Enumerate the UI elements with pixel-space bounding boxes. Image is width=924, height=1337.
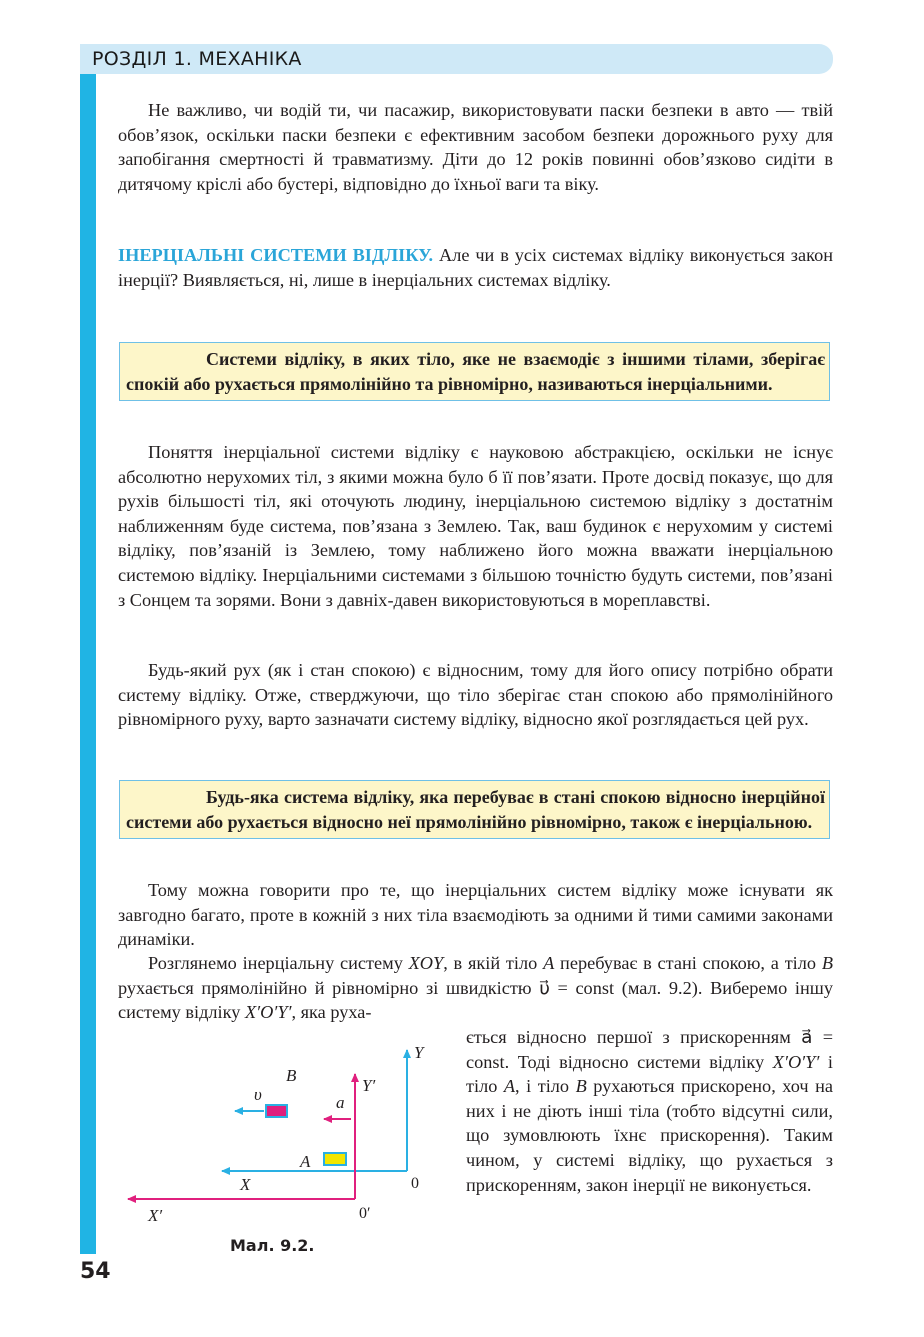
label-x: X — [240, 1175, 251, 1194]
figure-9-2 — [118, 1038, 448, 1238]
reference-frames-diagram — [118, 1038, 448, 1238]
definition-text-2: Будь-яка система відліку, яка перебуває в стані спокою відносно інерційної системи або рухається відносно неї прямолінійно рівномірно, також є інерціальною. — [126, 787, 825, 832]
text-run: рухаються прискорено, хоч на них і не діють інші тіла (тобто відсутні сили, що зумовлюють їхнє прискорення). Таким чином, у системі відліку, що рухається з прискоренням, закон інерції не виконується. — [466, 1076, 834, 1195]
paragraph-inertial-intro-text: Але чи в усіх системах відліку виконується закон інерції? Виявляється, ні, лише в інерціальних системах відліку. — [118, 245, 833, 290]
text-run: , яка руха- — [291, 1002, 372, 1023]
label-origin: 0 — [411, 1175, 419, 1192]
math-xoy: XOY — [408, 953, 444, 973]
text-run: ється відносно першої з прискоренням — [466, 1027, 802, 1047]
label-b: B — [286, 1066, 297, 1085]
math-xoy-prime: X′O′Y′ — [244, 1002, 292, 1023]
label-velocity: υ⃗ — [254, 1085, 276, 1104]
text-run: рухається прямолінійно й рівномірно зі швидкістю — [118, 977, 540, 998]
label-origin-prime: 0′ — [359, 1205, 371, 1222]
label-x-prime: X′ — [148, 1206, 163, 1225]
math-acceleration-const: a⃗ = const — [466, 1027, 833, 1072]
side-accent-strip — [80, 74, 96, 1254]
body-a — [324, 1153, 346, 1165]
paragraph-seatbelts: Не важливо, чи водій ти, чи пасажир, використовувати паски безпеки в авто — твій обов’язок, оскільки паски безпеки є ефективним засобом безпеки дорожнього руху для запобігання смертності й травматизму. Діти до 12 років повинні обов’язково сидіти в дитячому кріслі або бустері, відповідно до їхньої ваги та віку. — [118, 100, 833, 194]
math-b: B — [575, 1076, 587, 1097]
text-run: (мал. 9.2). Виберемо іншу систему відліку — [118, 977, 833, 1023]
math-velocity-const: υ⃗ = const — [539, 977, 615, 998]
definition-box-1 — [119, 342, 830, 401]
paragraph-relative-motion: Будь-який рух (як і стан спокою) є відносним, тому для його опису потрібно обрати систему відліку. Отже, стверджуючи, що тіло зберігає стан спокою або прямолінійного рівномірного руху, варто зазначати систему відліку, відносно якої розглядається цей рух. — [118, 660, 833, 730]
text-run: , і тіло — [515, 1076, 576, 1097]
math-a: A — [543, 953, 555, 973]
section-heading-inertial: ІНЕРЦІАЛЬНІ СИСТЕМИ ВІДЛІКУ. — [118, 245, 434, 265]
paragraph-accelerated-frame — [466, 1025, 833, 1197]
paragraph-many-systems: Тому можна говорити про те, що інерціальних систем відліку може існувати як завгодно багато, проте в кожній з них тіла взаємодіють за одними й тими самими законами динаміки. — [118, 880, 833, 950]
text-run: Розглянемо інерціальну систему — [148, 953, 409, 973]
text-run: перебуває в стані спокою, а тіло — [554, 953, 822, 973]
definition-box-2 — [119, 780, 830, 839]
paragraph-inertial-intro — [118, 243, 833, 292]
label-acceleration: a⃗ — [336, 1093, 358, 1112]
paragraph-abstraction: Поняття інерціальної системи відліку є науковою абстракцією, оскільки не існує абсолютно нерухомих тіл, з якими можна було б її пов’язати. Проте досвід показує, що для рухів більшості тіл, які оточують людину, інерціальною системою відліку з достатнім наближенням буде система, пов’язана з Землею. Так, ваш будинок є нерухомим у системі відліку, пов’язаній із Землею, тому наближено його можна вважати інерціальною системою відліку. Інерціальними системами з більшою точністю будуть системи, пов’язані з Сонцем та зорями. Вони з давніх-давен використовуються в мореплавстві. — [118, 442, 833, 610]
figure-caption: Мал. 9.2. — [230, 1236, 315, 1255]
text-run: , в якій тіло — [443, 953, 544, 973]
text-run: . Тоді відносно системи відліку — [504, 1051, 773, 1072]
label-a: A — [300, 1152, 311, 1171]
label-y-prime: Y′ — [362, 1076, 376, 1095]
math-a: A — [503, 1076, 516, 1097]
page-number: 54 — [80, 1259, 111, 1284]
section-title: РОЗДІЛ 1. МЕХАНІКА — [92, 48, 302, 70]
definition-text-1: Системи відліку, в яких тіло, яке не взаємодіє з іншими тілами, зберігає спокій або рухається прямолінійно та рівномірно, називаються інерціальними. — [126, 349, 825, 394]
math-xoy-prime: X′O′Y′ — [772, 1051, 820, 1072]
label-y: Y — [414, 1043, 424, 1062]
math-b: B — [821, 953, 833, 973]
text-run: і тіло — [466, 1051, 833, 1097]
body-b — [266, 1105, 287, 1117]
paragraph-consider-xoy — [118, 951, 833, 1025]
